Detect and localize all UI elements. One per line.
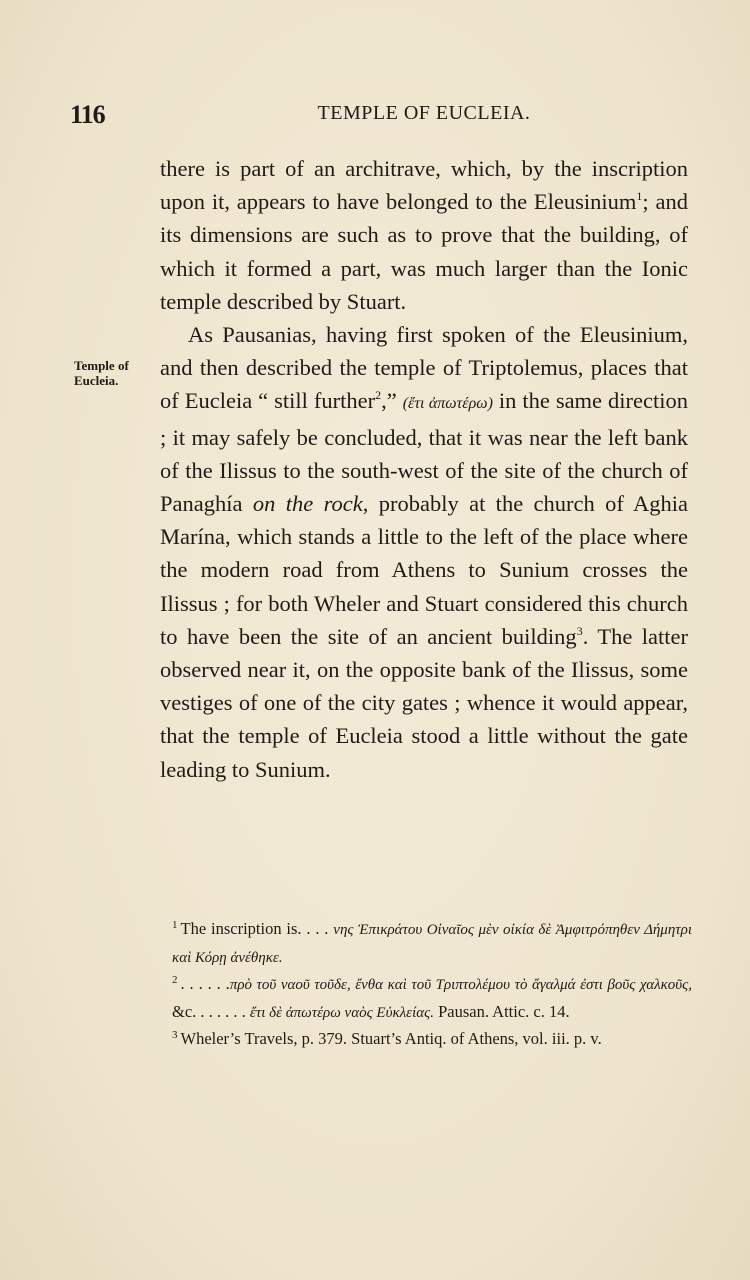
paragraph-2-text-d: , probably at the church of Aghia Marína, which stands a little to the left of the place where the modern road from Athens to Sunium crosses the Ilissus ; for both Wheler and Stuart considered this church to have been the site of an ancient building [160,491,688,649]
footnote-3-mark: 3 [172,1029,178,1041]
paragraph-1-text-b: ; and its dimensions are such as to prove that the building, of which it formed a part, was much larger than the Ionic temple described by Stuart. [160,189,688,314]
page-number: 116 [70,100,105,129]
italic-phrase: on the rock [252,491,363,517]
footnote-ref-2: 2 [375,388,382,403]
footnote-1 [172,916,692,971]
paragraph-2-text-e: . The latter observed near it, on the opposite bank of the Ilissus, some vestiges of one of the city gates ; whence it would appear, that the temple of Eucleia stood a little without the gate leading to Sunium. [160,623,688,782]
footnotes [172,916,692,1053]
greek-phrase: (ἔτι ἀπωτέρω) [402,395,493,413]
running-head: TEMPLE OF EUCLEIA. [317,102,531,124]
footnote-1-mark: 1 [172,919,178,931]
margin-note-line-1: Temple of [74,358,129,373]
footnote-3-text: Wheler’s Travels, p. 379. Stuart’s Antiq. of Athens, vol. iii. p. v. [180,1029,602,1048]
footnote-3 [172,1026,692,1053]
footnote-1-text: The inscription is. . . . [180,919,329,938]
paragraph-1 [160,152,688,318]
paragraph-1-text-a: there is part of an architrave, which, by the inscription upon it, appears to have belonged to the Eleusinium [160,156,688,215]
footnote-2-etc: &c. . . . . . . [172,1001,246,1021]
footnote-2-greek-2: ἔτι δὲ ἀπωτέρω ναὸς Εὐκλείας. [249,1004,434,1021]
footnote-2-greek: πρὸ τοῦ ναοῦ τοῦδε, ἔνθα καὶ τοῦ Τριπτολέμου τὸ ἄγαλμά ἐστι βοῦς χαλκοῦς, [229,977,693,993]
footnote-ref-1: 1 [636,189,643,204]
paragraph-2-text-b: ,” [381,388,397,414]
footnote-1-greek: νης Ἐπικράτου Οἰναῖος μὲν οἰκία δὲ Ἀμφιτρόπηθεν Δήμητρι καὶ Κόρῃ ἀνέθηκε. [172,922,693,966]
footnote-2-ellipsis: . . . . . . [180,974,230,993]
paragraph-2 [160,318,688,786]
footnote-2-mark: 2 [172,974,178,986]
paragraph-2-text-a: As Pausanias, having first spoken of the Eleusinium, and then described the temple of Triptolemus, places that of Eucleia “ still further [160,322,688,414]
paragraph-2-text-c: in the same direction ; it may safely be concluded, that it was near the left bank of the Ilissus to the south-west of the site of the church of Panaghía [160,388,688,517]
body-text [160,152,688,786]
margin-note-line-2: Eucleia. [74,373,119,388]
margin-note [74,358,164,388]
page-header [0,98,750,134]
footnote-ref-3: 3 [576,623,583,638]
footnote-2-citation: Pausan. Attic. c. 14. [438,1001,570,1021]
footnote-2 [172,971,692,1026]
